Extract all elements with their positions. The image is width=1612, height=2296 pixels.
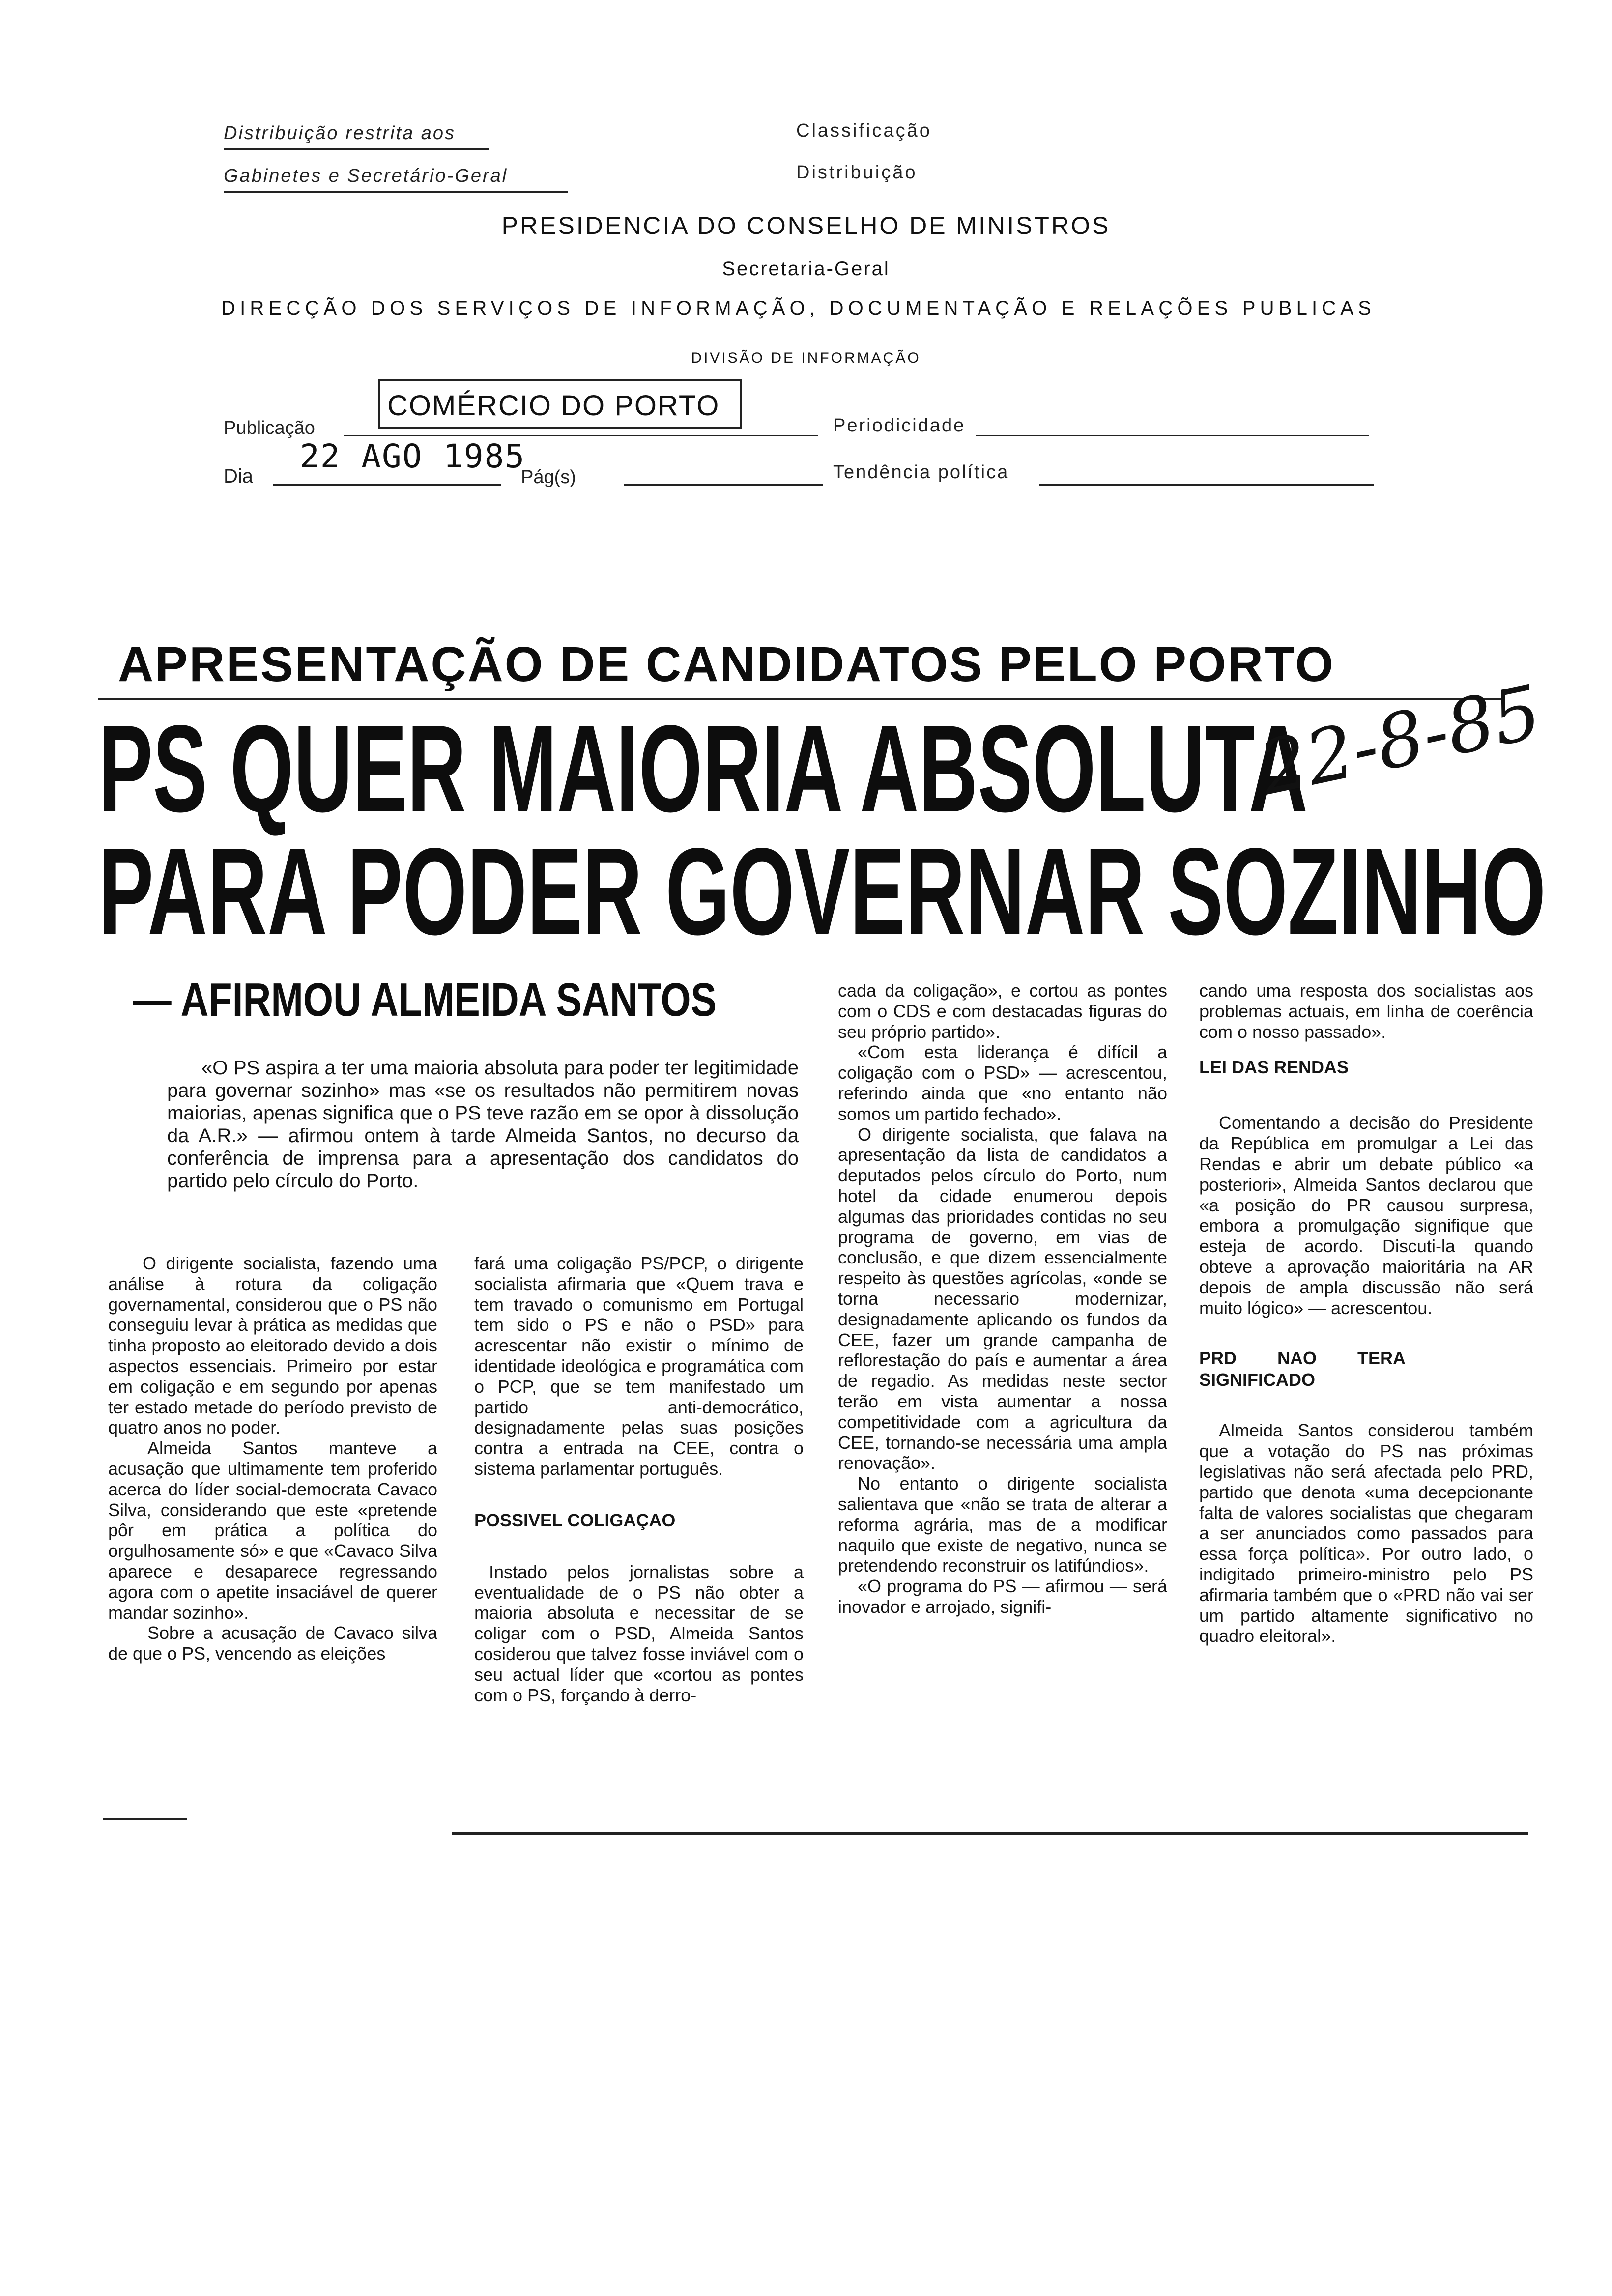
periodicidade-line — [976, 435, 1369, 436]
col3-paragraph: No entanto o dirigente socialista salientava que «não se trata de alterar a reforma agrária, mas de a modificar naquilo que existe de negativo, nunca se pretendendo reconstruir os latifúndios». — [838, 1473, 1167, 1576]
col2-paragraph: Instado pelos jornalistas sobre a eventualidade de o PS não obter a maioria absoluta e necessitar de se coligar com o PSD, Almeida Santos cosiderou que talvez fosse inviável com o seu actual líder que «cortou as pontes com o PS, forçando à derro- — [474, 1561, 804, 1705]
divider — [224, 148, 489, 150]
headline-line2: PARA PODER GOVERNAR SOZINHO — [98, 823, 1546, 961]
col3-paragraph: «Com esta liderança é difícil a coligação com o PSD» — acrescentou, referindo ainda que «no entanto não somos um partido fechado». — [838, 1042, 1167, 1124]
restricted-distribution-line1: Distribuição restrita aos — [224, 123, 456, 144]
column-2 — [474, 1253, 804, 1705]
classificacao-label: Classificação — [796, 120, 932, 141]
column-4 — [1199, 980, 1533, 1646]
divisao-informacao: DIVISÃO DE INFORMAÇÃO — [691, 350, 921, 366]
direccao-text: DIRECÇÃO DOS SERVIÇOS DE INFORMAÇÃO, DOCUMENTAÇÃO E RELAÇÕES PUBLICAS — [221, 297, 1376, 319]
lead-text: «O PS aspira a ter uma maioria absoluta para poder ter legitimidade para governar sozinho» mas «se os resultados não permitirem novas maiorias, apenas significa que o PS teve razão em se opor à dissolução da A.R.» — afirmou ontem à tarde Almeida Santos, no decurso da conferência de imprensa para a apresentação dos candidatos do partido pelo círculo do Porto. — [167, 1057, 799, 1192]
secretaria-geral: Secretaria-Geral — [722, 258, 890, 280]
headline-line1: PS QUER MAIORIA ABSOLUTA — [98, 700, 1308, 838]
periodicidade-label: Periodicidade — [833, 415, 966, 436]
divider — [224, 191, 568, 193]
column-end-rule — [103, 1818, 187, 1820]
date-stamp: 22 AGO 1985 — [300, 437, 526, 475]
col4-paragraph: Almeida Santos considerou também que a votação do PS nas próximas legislativas não será afectada pelo PRD, partido que denota «uma decepcionante falta de valores socialistas que chegaram a ser anunciados como passados para essa força política». Por outro lado, o indigitado primeiro-ministro pelo PS afirmaria também que o «PRD não vai ser um partido altamente significativo no quadro eleitoral». — [1199, 1420, 1533, 1646]
publicacao-label: Publicação — [224, 418, 315, 438]
distribuicao-label: Distribuição — [796, 162, 918, 183]
subhead-prd-nao-tera-significado: PRD NAO TERA SIGNIFICADO — [1199, 1348, 1406, 1390]
col4-paragraph: cando uma resposta dos socialistas aos problemas actuais, em linha de coerência com o nosso passado». — [1199, 980, 1533, 1042]
publicacao-line — [344, 435, 818, 436]
col2-paragraph: fará uma coligação PS/PCP, o dirigente socialista afirmaria que «Quem trava e tem travado o comunismo em Portugal tem sido o PS e não o PSD» para acrescentar não existir o mínimo de identidade ideológica e programática com o PCP, que se tem manifestado um partido anti-democrático, designadamente pelas suas posições contra a entrada na CEE, contra o sistema parlamentar português. — [474, 1253, 804, 1479]
col1-paragraph: O dirigente socialista, fazendo uma análise à rotura da coligação governamental, considerou que o PS não conseguiu levar à prática as medidas que tinha proposto ao eleitorado devido a dois aspectos essenciais. Primeiro por estar em coligação e em segundo por apenas ter estado metade do período previsto de quatro anos no poder. — [108, 1253, 437, 1438]
col3-paragraph: O dirigente socialista, que falava na apresentação da lista de candidatos a deputados pelos círculo do Porto, num hotel da cidade enumerou depois algumas das prioridades contidas no seu programa de governo, em vias de conclusão, e que dizem essencialmente respeito às questões agrícolas, «onde se torna necessario modernizar, designadamente aplicando os fundos da CEE, fazer um grande campanha de reflorestação do país e aumentar a área de regadio. As medidas neste sector terão em vista aumentar a nossa competitividade com a agricultura da CEE, tornando-se necessária uma ampla renovação». — [838, 1124, 1167, 1473]
tendencia-label: Tendência política — [833, 462, 1009, 483]
col3-paragraph: «O programa do PS — afirmou — será inovador e arrojado, signifi- — [838, 1576, 1167, 1617]
col1-paragraph: Almeida Santos manteve a acusação que ultimamente tem proferido acerca do líder social-democrata Cavaco Silva, considerando que este «pretende pôr em prática a política do orgulhosamente só» e que «Cavaco Silva aparece e desaparece regressando agora com o apetite insaciável de querer mandar sozinho». — [108, 1438, 437, 1623]
col3-paragraph: cada da coligação», e cortou as pontes com o CDS e com destacadas figuras do seu próprio partido». — [838, 980, 1167, 1042]
pags-label: Pág(s) — [521, 467, 576, 488]
column-1 — [108, 1253, 437, 1664]
dia-line — [273, 484, 501, 486]
subhead-possivel-coligacao: POSSIVEL COLIGAÇAO — [474, 1510, 676, 1530]
article-bottom-rule — [452, 1832, 1528, 1835]
subhead-lei-das-rendas: LEI DAS RENDAS — [1199, 1057, 1349, 1078]
col4-paragraph: Comentando a decisão do Presidente da República em promulgar a Lei das Rendas e abrir um debate público «a posteriori», Almeida Santos declarou que «a posição do PR causou surpresa, embora a promulgação signifique que esteja de acordo. Discuti-la quando obteve a aprovação maioritária na AR depois de ampla discussão não será muito lógico» — acrescentou. — [1199, 1113, 1533, 1318]
dia-label: Dia — [224, 465, 254, 487]
restricted-distribution-line2: Gabinetes e Secretário-Geral — [224, 166, 508, 186]
pags-line — [624, 484, 823, 486]
tendencia-line — [1039, 484, 1374, 486]
kicker: APRESENTAÇÃO DE CANDIDATOS PELO PORTO — [118, 637, 1335, 692]
column-3 — [838, 980, 1167, 1617]
col1-paragraph: Sobre a acusação de Cavaco silva de que o PS, vencendo as eleições — [108, 1623, 437, 1664]
publication-stamp: COMÉRCIO DO PORTO — [378, 379, 742, 429]
lead-paragraph — [167, 1057, 799, 1192]
direccao-line — [221, 297, 1376, 319]
handwritten-note: 22-8-85 — [1252, 669, 1549, 812]
byline: — AFIRMOU ALMEIDA SANTOS — [133, 974, 717, 1026]
presidencia-title: PRESIDENCIA DO CONSELHO DE MINISTROS — [501, 212, 1111, 239]
